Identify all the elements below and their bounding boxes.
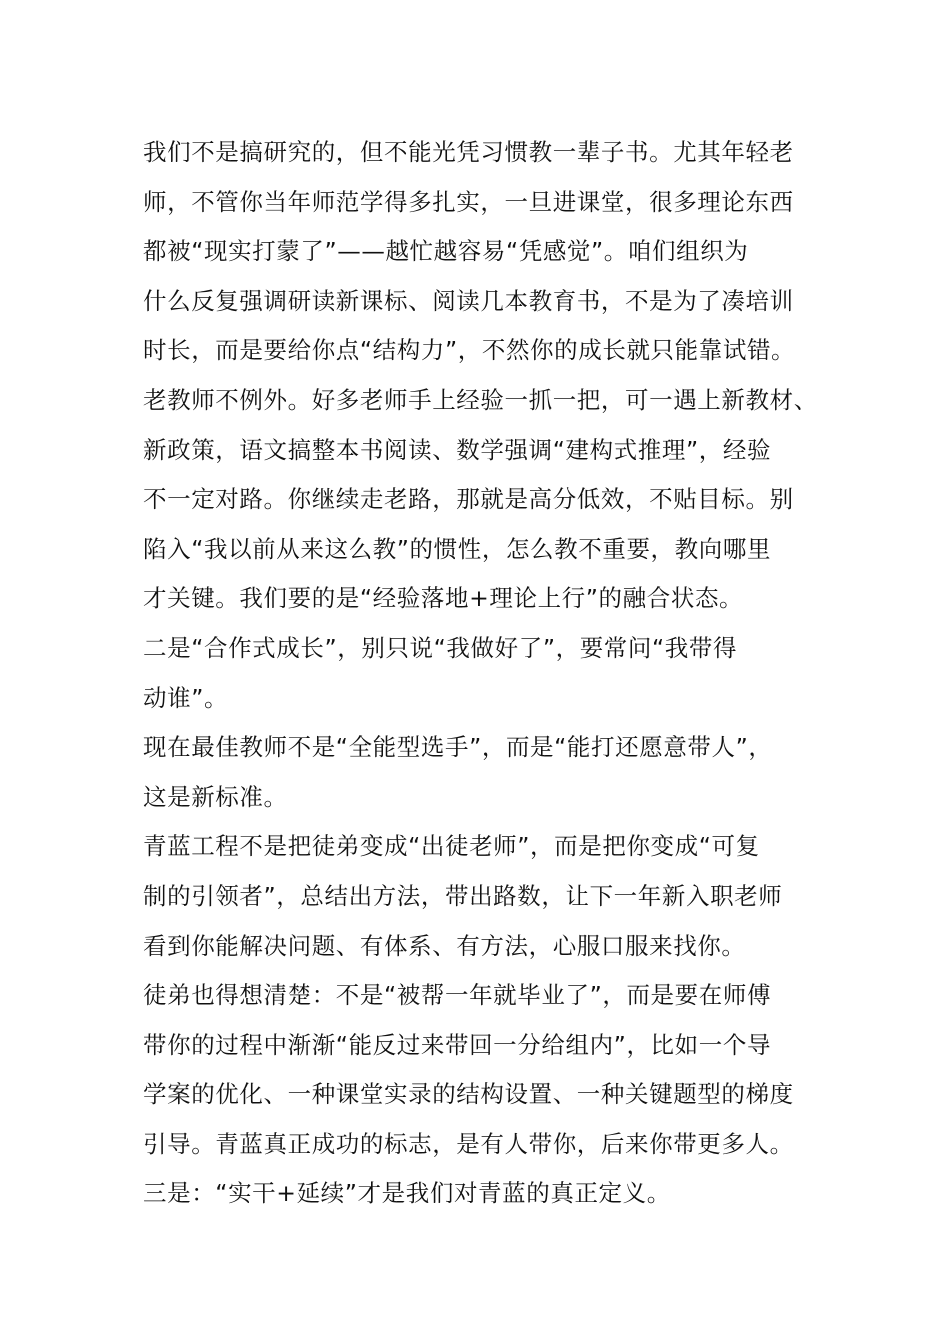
text-line: 什么反复强调研读新课标、阅读几本教育书，不是为了凑培训 bbox=[143, 286, 794, 315]
text-line: 青蓝工程不是把徒弟变成“出徒老师”，而是把你变成“可复 bbox=[143, 832, 760, 861]
text-line: 我们不是搞研究的，但不能光凭习惯教一辈子书。尤其年轻老 bbox=[143, 138, 794, 166]
text-line: 老教师不例外。好多老师手上经验一抓一把，可一遇上新教材、 bbox=[143, 385, 818, 414]
text-line: 这是新标准。 bbox=[143, 782, 288, 811]
text-line: 制的引领者”，总结出方法，带出路数，让下一年新入职老师 bbox=[143, 881, 783, 910]
text-line: 学案的优化、一种课堂实录的结构设置、一种关键题型的梯度 bbox=[143, 1080, 794, 1109]
text-line: 陷入“我以前从来这么教”的惯性，怎么教不重要，教向哪里 bbox=[143, 534, 772, 563]
text-line: 才关键。我们要的是“经验落地+理论上行”的融合状态。 bbox=[143, 584, 744, 613]
text-line: 引导。青蓝真正成功的标志，是有人带你，后来你带更多人。 bbox=[143, 1129, 794, 1158]
text-line: 不一定对路。你继续走老路，那就是高分低效，不贴目标。别 bbox=[143, 485, 794, 514]
text-line: 三是：“实干+延续”才是我们对青蓝的真正定义。 bbox=[143, 1179, 671, 1208]
text-line: 二是“合作式成长”，别只说“我做好了”，要常问“我带得 bbox=[143, 633, 738, 662]
text-line: 时长，而是要给你点“结构力”，不然你的成长就只能靠试错。 bbox=[143, 336, 796, 365]
text-line: 带你的过程中渐渐“能反过来带回一分给组内”，比如一个导 bbox=[143, 1030, 772, 1059]
text-line: 新政策，语文搞整本书阅读、数学强调“建构式推理”，经验 bbox=[143, 435, 772, 464]
text-line: 看到你能解决问题、有体系、有方法，心服口服来找你。 bbox=[143, 931, 746, 960]
text-line: 都被“现实打蒙了”——越忙越容易“凭感觉”。咱们组织为 bbox=[143, 237, 749, 266]
text-line: 徒弟也得想清楚：不是“被帮一年就毕业了”，而是要在师傅 bbox=[143, 981, 772, 1010]
text-line: 师，不管你当年师范学得多扎实，一旦进课堂，很多理论东西 bbox=[143, 187, 794, 216]
body-text bbox=[143, 128, 818, 1219]
text-line: 现在最佳教师不是“全能型选手”，而是“能打还愿意带人”， bbox=[143, 733, 773, 762]
text-line: 动谁”。 bbox=[143, 683, 229, 712]
